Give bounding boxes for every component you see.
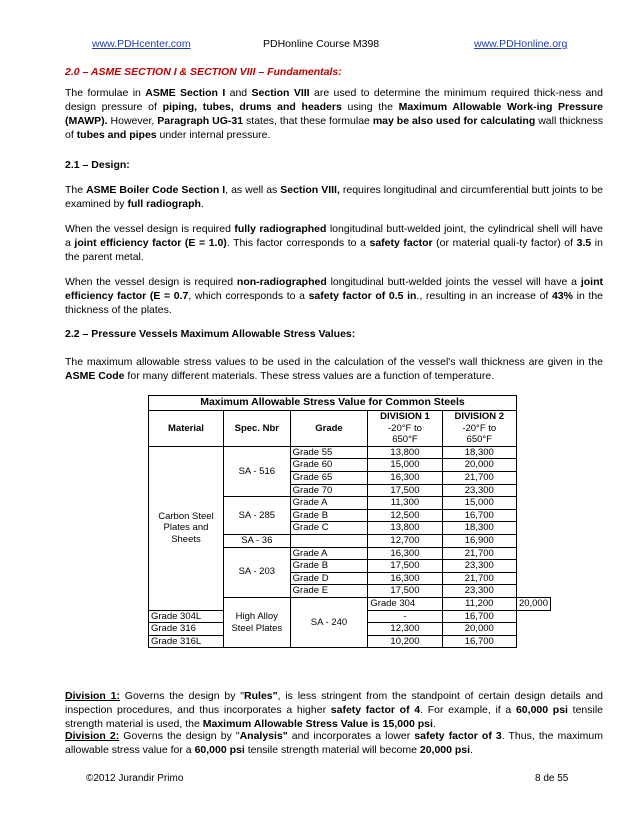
- grade-cell: Grade 70: [290, 484, 368, 497]
- grade-cell: Grade 60: [290, 459, 368, 472]
- div2-cell: 23,300: [442, 585, 516, 598]
- grade-cell: Grade B: [290, 509, 368, 522]
- div2-cell: 20,000: [442, 623, 516, 636]
- footer-page-number: 8 de 55: [535, 773, 569, 784]
- spec-cell: SA - 36: [223, 534, 290, 547]
- paragraph-boiler-code: The ASME Boiler Code Section I, as well as Section VIII, requires longitudinal and circumferential butt joints to be examined by full radiograph.: [65, 184, 604, 210]
- div2-cell: 18,300: [442, 446, 516, 459]
- div1-cell: 13,800: [368, 446, 442, 459]
- col-header-material: Material: [149, 411, 224, 447]
- stress-table: [148, 395, 551, 648]
- div1-cell: 11,200: [442, 597, 516, 610]
- grade-cell: Grade A: [290, 497, 368, 510]
- col-header-div2: DIVISION 2 -20°F to 650°F: [442, 411, 516, 447]
- grade-cell: Grade C: [290, 522, 368, 535]
- col-header-spec: Spec. Nbr: [223, 411, 290, 447]
- div2-cell: 16,700: [442, 610, 516, 623]
- div2-cell: 21,700: [442, 572, 516, 585]
- div1-cell: 12,700: [368, 534, 442, 547]
- material-high-alloy: High Alloy Steel Plates: [223, 597, 290, 647]
- grade-cell: Grade 316: [149, 623, 224, 636]
- paragraph-non-radiographed: When the vessel design is required non-radiographed longitudinal butt-welded joints the vessel will have a joint efficiency factor (E = 0.7, which corresponds to a safety factor of 0.5 in., resulting in an increase of 43% in the thickness of the plates.: [65, 276, 603, 316]
- header-left-link[interactable]: [92, 38, 191, 50]
- pdhonline-link[interactable]: www.PDHonline.org: [474, 38, 568, 50]
- paragraph-fully-radiographed: When the vessel design is required fully radiographed longitudinal butt-welded joint, the cylindrical shell will have a joint efficiency factor (E = 1.0). This factor corresponds to a safety factor (or material quali-ty factor) of 3.5 in the parent metal.: [65, 223, 603, 263]
- grade-cell: Grade 304L: [149, 610, 224, 623]
- table-caption: Maximum Allowable Stress Value for Common Steels: [149, 396, 517, 411]
- header-right-link[interactable]: [474, 38, 567, 50]
- material-carbon-steel: Carbon Steel Plates and Sheets: [149, 446, 224, 610]
- paragraph-stress-values: The maximum allowable stress values to be used in the calculation of the vessel's wall thickness are given in the ASME Code for many different materials. These stress values are a function of temperature.: [65, 356, 603, 382]
- paragraph-division-2: Division 2: Governs the design by "Analysis" and incorporates a lower safety factor of 3. Thus, the maximum allowable stress value for a 60,000 psi tensile strength material will become 20,000 psi.: [65, 730, 603, 756]
- div1-cell: 11,300: [368, 497, 442, 510]
- grade-cell: Grade E: [290, 585, 368, 598]
- div1-cell: 17,500: [368, 585, 442, 598]
- div2-cell: 21,700: [442, 471, 516, 484]
- footer-copyright: ©2012 Jurandir Primo: [86, 773, 184, 784]
- grade-cell: Grade A: [290, 547, 368, 560]
- div2-cell: 16,900: [442, 534, 516, 547]
- div1-cell: 10,200: [368, 635, 442, 648]
- div2-cell: 23,300: [442, 484, 516, 497]
- col-header-grade: Grade: [290, 411, 368, 447]
- grade-cell: Grade B: [290, 560, 368, 573]
- spec-cell: SA - 285: [223, 497, 290, 535]
- div1-cell: 16,300: [368, 547, 442, 560]
- div2-cell: 20,000: [516, 597, 550, 610]
- div2-cell: 20,000: [442, 459, 516, 472]
- div2-cell: 21,700: [442, 547, 516, 560]
- spec-cell: SA - 203: [223, 547, 290, 597]
- div1-cell: -: [368, 610, 442, 623]
- div1-cell: 13,800: [368, 522, 442, 535]
- division-2-label: Division 2:: [65, 730, 120, 742]
- grade-cell: Grade 55: [290, 446, 368, 459]
- div1-cell: 15,000: [368, 459, 442, 472]
- grade-cell: Grade 65: [290, 471, 368, 484]
- col-header-div1: DIVISION 1 -20°F to 650°F: [368, 411, 442, 447]
- division-1-label: Division 1:: [65, 690, 120, 702]
- heading-stress-values: 2.2 – Pressure Vessels Maximum Allowable Stress Values:: [65, 328, 356, 340]
- spec-cell: SA - 516: [223, 446, 290, 496]
- table-caption-row: [149, 396, 551, 411]
- div2-cell: 15,000: [442, 497, 516, 510]
- div1-cell: 17,500: [368, 560, 442, 573]
- div2-cell: 18,300: [442, 522, 516, 535]
- paragraph-division-1: Division 1: Governs the design by "Rules", is less stringent from the standpoint of certain design details and inspection procedures, and thus incorporates a higher safety factor of 4. For example, if a 60,000 psi tensile strength material is used, the Maximum Allowable Stress Value is 15,000 psi.: [65, 690, 603, 730]
- grade-cell: Grade 316L: [149, 635, 224, 648]
- header-course-title: PDHonline Course M398: [263, 38, 380, 50]
- pdhcenter-link[interactable]: www.PDHcenter.com: [92, 38, 191, 50]
- grade-cell: [290, 534, 368, 547]
- table-row: [149, 446, 551, 459]
- spec-cell: SA - 240: [290, 597, 368, 647]
- paragraph-formulae: The formulae in ASME Section I and Section VIII are used to determine the minimum required thick-ness and design pressure of piping, tubes, drums and headers using the Maximum Allowable Work-ing Pressure (MAWP). However, Paragraph UG-31 states, that these formulae may be also used for calculating wall thickness of tubes and pipes under internal pressure.: [65, 87, 604, 141]
- div1-cell: 12,500: [368, 509, 442, 522]
- div1-cell: 17,500: [368, 484, 442, 497]
- grade-cell: Grade 304: [368, 597, 442, 610]
- table-header-row: [149, 411, 551, 447]
- div1-cell: 16,300: [368, 471, 442, 484]
- div1-cell: 16,300: [368, 572, 442, 585]
- section-title: 2.0 – ASME SECTION I & SECTION VIII – Fundamentals:: [65, 66, 342, 78]
- heading-design: 2.1 – Design:: [65, 159, 130, 171]
- div2-cell: 16,700: [442, 635, 516, 648]
- div2-cell: 16,700: [442, 509, 516, 522]
- div2-cell: 23,300: [442, 560, 516, 573]
- grade-cell: Grade D: [290, 572, 368, 585]
- div1-cell: 12,300: [368, 623, 442, 636]
